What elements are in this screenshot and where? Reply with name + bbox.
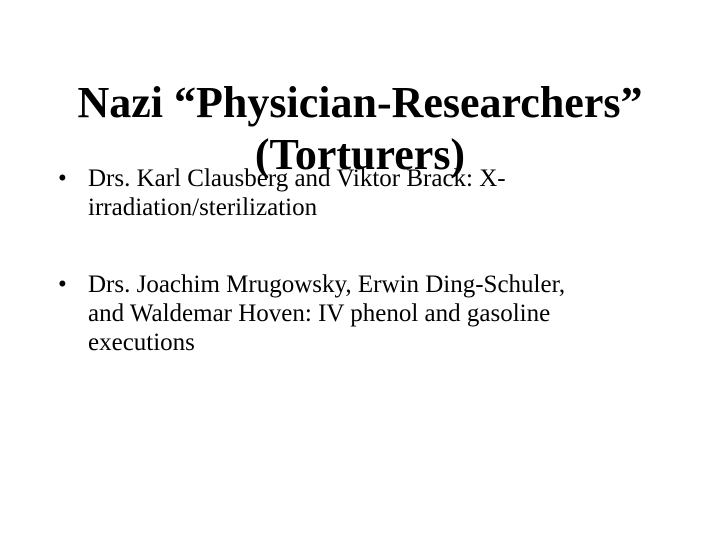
- bullet-text-line: executions: [88, 329, 195, 356]
- bullet-icon: •: [58, 271, 67, 298]
- bullet-text-line: and Waldemar Hoven: IV phenol and gasoline: [88, 300, 551, 327]
- slide-title-line: Nazi “Physician-Researchers”: [77, 78, 643, 128]
- bullet-text-line: irradiation/sterilization: [88, 194, 318, 221]
- bullet-list: [58, 164, 698, 357]
- bullet-text-line: Drs. Joachim Mrugowsky, Erwin Ding-Schuler,: [88, 271, 566, 298]
- bullet-text-line: Drs. Karl Clausberg and Viktor Brack: X-: [88, 165, 506, 192]
- slide-title-line: (Torturers): [254, 130, 466, 180]
- bullet-item-clausberg-brack: [58, 164, 698, 222]
- bullet-icon: •: [58, 165, 67, 192]
- bullet-item-mrugowsky-ding-schuler-hoven: [58, 270, 698, 357]
